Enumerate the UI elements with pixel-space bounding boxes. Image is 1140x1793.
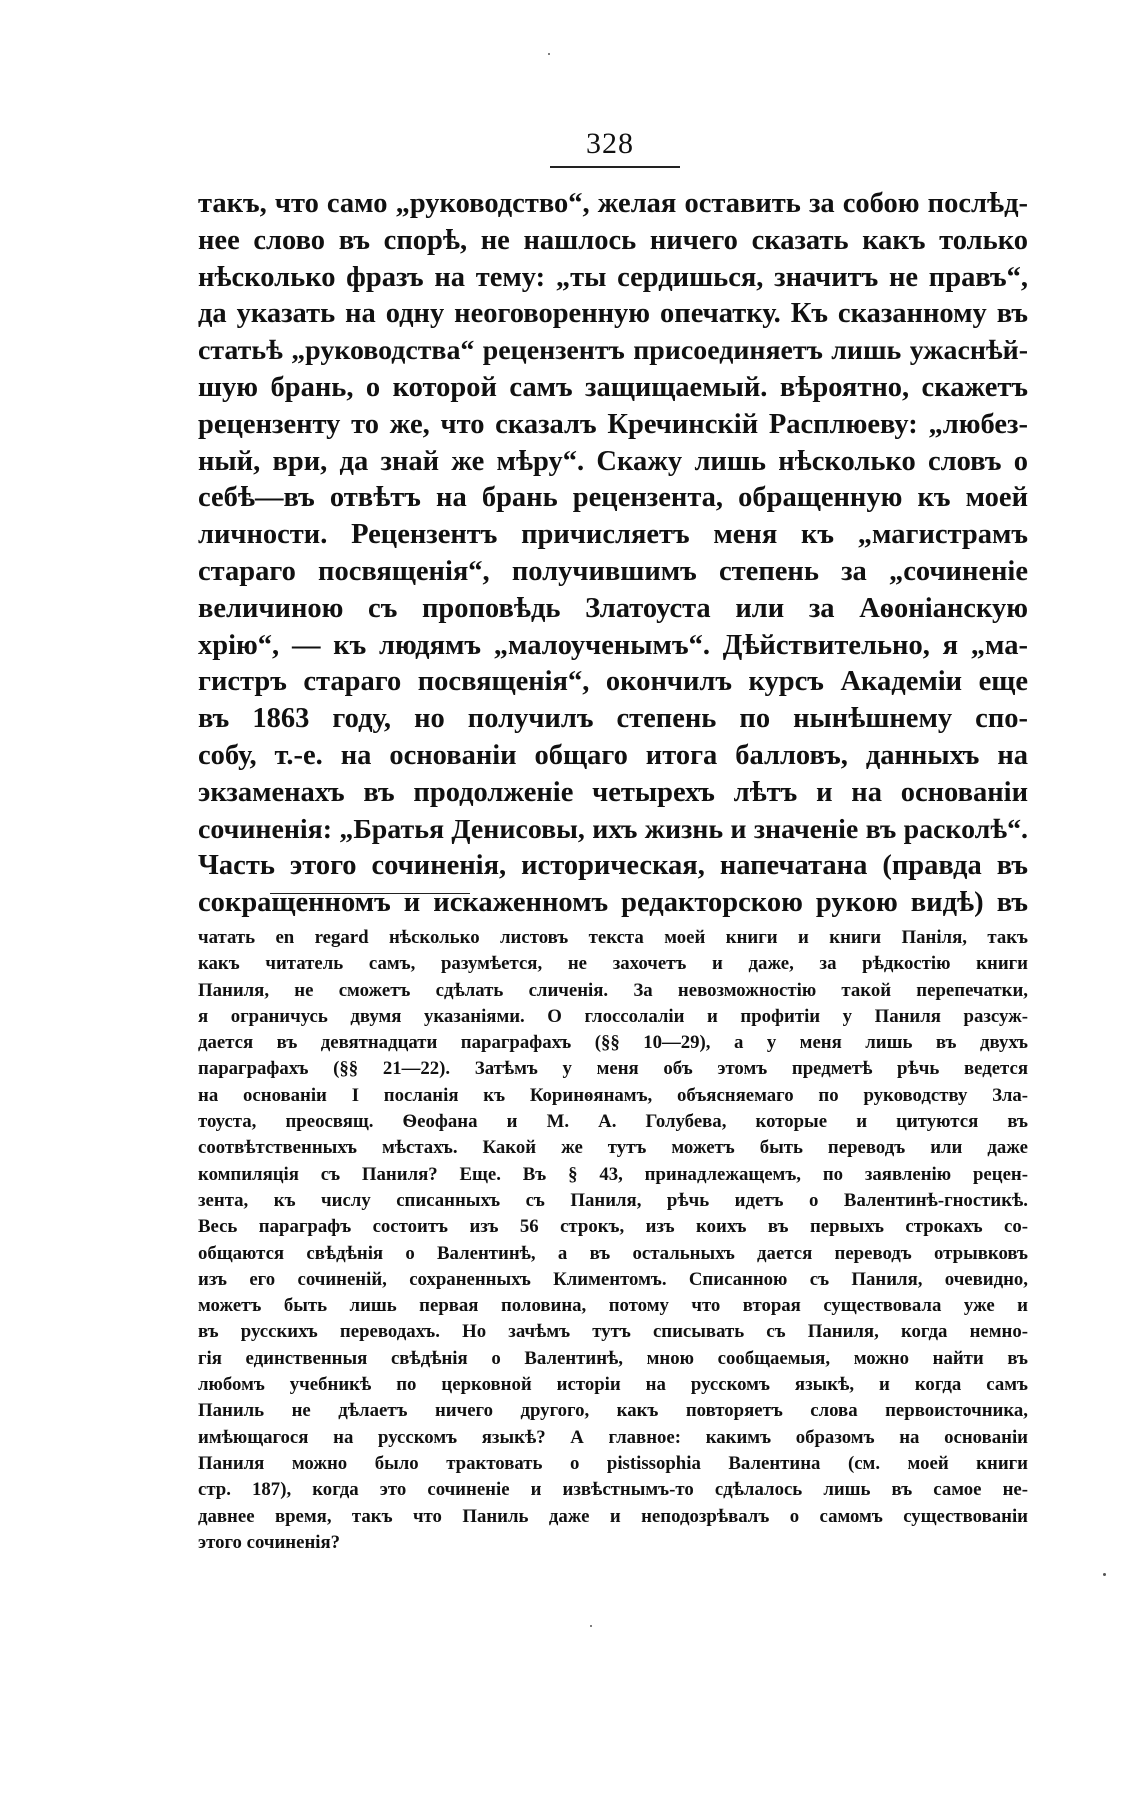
footnote-block xyxy=(198,925,1028,1556)
footnote-line: можетъ быть лишь первая половина, потому что вторая существовала уже и xyxy=(198,1295,1028,1317)
footnote-line: соотвѣтственныхъ мѣстахъ. Какой же тутъ можетъ быть переводъ или даже xyxy=(198,1137,1028,1159)
main-text-line: ный, ври, да знай же мѣру“. Скажу лишь нѣсколько словъ о xyxy=(198,445,1028,477)
paper-speck xyxy=(1103,1573,1106,1576)
footnote-line: какъ читатель самъ, разумѣется, не захочетъ и даже, за рѣдкостію книги xyxy=(198,953,1028,975)
main-text-line: въ 1863 году, но получилъ степень по нынѣшнему спо- xyxy=(198,703,1028,735)
page-number: 328 xyxy=(586,127,634,160)
footnote-line: общаются свѣдѣнія о Валентинѣ, а въ остальныхъ дается переводъ отрывковъ xyxy=(198,1242,1028,1264)
main-text-line: нее слово въ спорѣ, не нашлось ничего сказать какъ только xyxy=(198,224,1028,256)
footnote-line: компиляція съ Паниля? Еще. Въ § 43, принадлежащемъ, по заявленію рецен- xyxy=(198,1163,1028,1185)
footnote-line: стр. 187), когда это сочиненіе и извѣстнымъ-то сдѣлалось лишь въ самое не- xyxy=(198,1479,1028,1501)
footnote-line: изъ его сочиненій, сохраненныхъ Климентомъ. Списанною съ Паниля, очевидно, xyxy=(198,1268,1028,1290)
footnote-line: этого сочиненія? xyxy=(198,1531,341,1553)
main-text-line: сокращенномъ и искаженномъ редакторскою рукою видѣ) въ xyxy=(198,887,1028,919)
main-text-line: величиною съ проповѣдь Златоуста или за Аѳоніанскую xyxy=(198,592,1028,624)
footnote-line: гія единственныя свѣдѣнія о Валентинѣ, мною сообщаемыя, можно найти въ xyxy=(198,1347,1028,1369)
footnote-line: я ограничусь двумя указаніями. О глоссолаліи и профитіи у Паниля разсуж- xyxy=(198,1005,1028,1027)
main-text-line: личности. Рецензентъ причисляетъ меня къ „магистрамъ xyxy=(198,519,1028,551)
footnote-line: тоуста, преосвящ. Ѳеофана и М. А. Голубева, которые и цитуются въ xyxy=(198,1111,1028,1133)
footnote-line: на основаніи I посланія къ Коринѳянамъ, объясняемаго по руководству Зла- xyxy=(198,1084,1028,1106)
footnote-line: любомъ учебникѣ по церковной исторіи на русскомъ языкѣ, и когда самъ xyxy=(198,1374,1028,1396)
paper-speck xyxy=(590,1625,592,1627)
footnote-line: параграфахъ (§§ 21—22). Затѣмъ у меня объ этомъ предметѣ рѣчь ведется xyxy=(198,1058,1028,1080)
main-text-line: нѣсколько фразъ на тему: „ты сердишься, значитъ не правъ“, xyxy=(198,261,1028,293)
footnote-line: давнее время, такъ что Паниль даже и неподозрѣвалъ о самомъ существованіи xyxy=(198,1505,1028,1527)
main-text-line: экзаменахъ въ продолженіе четырехъ лѣтъ и на основаніи xyxy=(198,776,1028,808)
paper-speck xyxy=(548,53,550,55)
main-text-line: стараго посвященія“, получившимъ степень за „сочиненіе xyxy=(198,555,1028,587)
main-text-line: статьѣ „руководства“ рецензентъ присоединяетъ лишь ужаснѣй- xyxy=(198,335,1028,367)
main-text-line: сочиненія: „Братья Денисовы, ихъ жизнь и значеніе въ расколѣ“. xyxy=(198,813,1028,845)
main-text-line: хрію“, — къ людямъ „малоученымъ“. Дѣйствительно, я „ма- xyxy=(198,629,1028,661)
footnote-line: Весь параграфъ состоитъ изъ 56 строкъ, изъ коихъ въ первыхъ строкахъ со- xyxy=(198,1216,1028,1238)
footnote-line: чатать en regard нѣсколько листовъ текста моей книги и книги Панiля, такъ xyxy=(198,927,1028,948)
footnote-line: въ русскихъ переводахъ. Но зачѣмъ тутъ списывать съ Паниля, когда немно- xyxy=(198,1321,1028,1343)
footnote-line: имѣющагося на русскомъ языкѣ? А главное: какимъ образомъ на основаніи xyxy=(198,1426,1028,1448)
footnote-line: зента, къ числу списанныхъ съ Паниля, рѣчь идетъ о Валентинѣ-гностикѣ. xyxy=(198,1189,1028,1211)
footnote-separator xyxy=(270,893,470,894)
footnote-line: дается въ девятнадцати параграфахъ (§§ 10—29), а у меня лишь въ двухъ xyxy=(198,1032,1028,1054)
main-text-line: да указать на одну неоговоренную опечатку. Къ сказанному въ xyxy=(198,298,1028,330)
page-number-underline xyxy=(550,166,680,168)
main-text-line: шую брань, о которой самъ защищаемый. вѣроятно, скажетъ xyxy=(198,371,1028,403)
footnote-line: Паниля, не сможетъ сдѣлать сличенія. За невозможностію такой перепечатки, xyxy=(198,979,1028,1001)
footnote-line: Паниля можно было трактовать о pistissophia Валентина (см. моей книги xyxy=(198,1452,1028,1474)
main-text-line: Часть этого сочиненія, историческая, напечатана (правда въ xyxy=(198,850,1028,882)
main-text-line: собу, т.-е. на основаніи общаго итога балловъ, данныхъ на xyxy=(198,739,1028,771)
main-text-line: гистръ стараго посвященія“, окончилъ курсъ Академіи еще xyxy=(198,666,1028,698)
footnote-line: Паниль не дѣлаетъ ничего другого, какъ повторяетъ слова первоисточника, xyxy=(198,1400,1028,1422)
main-text-block xyxy=(198,186,1028,922)
main-text-line: рецензенту то же, что сказалъ Кречинскій Расплюеву: „любез- xyxy=(198,408,1028,440)
main-text-line: такъ, что само „руководство“, желая оставить за собою послѣд- xyxy=(198,188,1028,219)
main-text-line: себѣ—въ отвѣтъ на брань рецензента, обращенную къ моей xyxy=(198,482,1028,514)
